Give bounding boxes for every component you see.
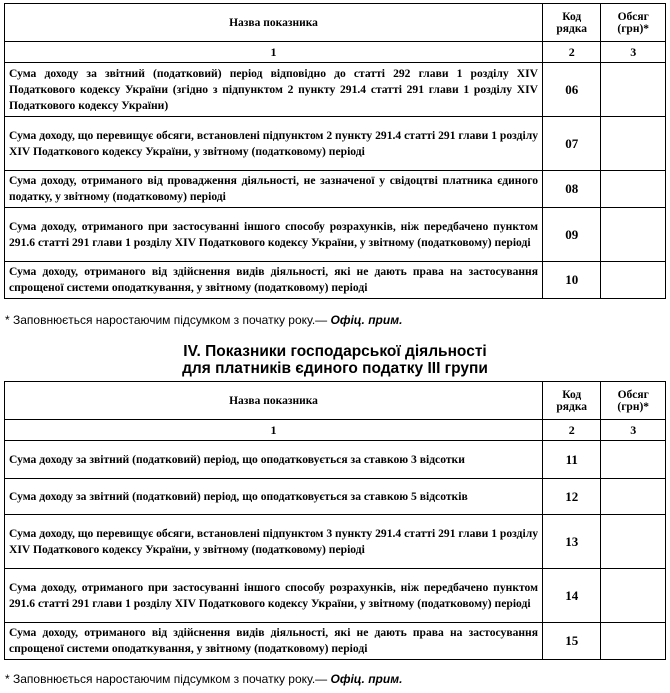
row-label: Сума доходу за звітний (податковий) період, що оподатковується за ставкою 5 відсотків <box>5 479 543 515</box>
row-code: 08 <box>543 171 601 208</box>
column-number: 3 <box>601 420 666 441</box>
footnote-emphasis: Офіц. прим. <box>330 313 403 327</box>
table-row <box>5 262 666 299</box>
row-value-field[interactable] <box>601 441 666 479</box>
header-name: Назва показника <box>5 4 543 42</box>
row-code: 10 <box>543 262 601 299</box>
section3-footnote <box>5 313 402 327</box>
table-row <box>5 63 666 117</box>
column-number-row <box>5 42 666 63</box>
row-label: Сума доходу, отриманого від здійснення видів діяльності, які не дають права на застосування спрощеної системи оподаткування, у звітному (податковому) періоді <box>5 262 543 299</box>
footnote-emphasis: Офіц. прим. <box>330 672 403 686</box>
row-code: 12 <box>543 479 601 515</box>
row-code: 14 <box>543 569 601 623</box>
row-value-field[interactable] <box>601 63 666 117</box>
header-volume: Обсяг (грн)* <box>601 382 666 420</box>
row-label: Сума доходу, отриманого при застосуванні іншого способу розрахунків, ніж передбачено пунктом 291.6 статті 291 глави 1 розділу XIV Податкового кодексу України, у звітному (податковому) періоді <box>5 569 543 623</box>
column-number: 3 <box>601 42 666 63</box>
row-code: 07 <box>543 117 601 171</box>
row-value-field[interactable] <box>601 171 666 208</box>
column-number: 1 <box>5 42 543 63</box>
column-number: 2 <box>543 420 601 441</box>
header-volume: Обсяг (грн)* <box>601 4 666 42</box>
header-code: Код рядка <box>543 4 601 42</box>
row-code: 09 <box>543 208 601 262</box>
table-row <box>5 208 666 262</box>
section4-title-line1: IV. Показники господарської діяльності <box>183 343 487 360</box>
row-label: Сума доходу, що перевищує обсяги, встановлені підпунктом 2 пункту 291.4 статті 291 глави 1 розділу XIV Податкового кодексу України, у звітному (податковому) періоді <box>5 117 543 171</box>
table-row <box>5 479 666 515</box>
row-value-field[interactable] <box>601 262 666 299</box>
table-row <box>5 569 666 623</box>
row-label: Сума доходу, отриманого при застосуванні іншого способу розрахунків, ніж передбачено пунктом 291.6 статті 291 глави 1 розділу XIV Податкового кодексу України, у звітному (податковому) періоді <box>5 208 543 262</box>
header-name: Назва показника <box>5 382 543 420</box>
table-header-row <box>5 382 666 420</box>
row-value-field[interactable] <box>601 515 666 569</box>
row-value-field[interactable] <box>601 569 666 623</box>
column-number-row <box>5 420 666 441</box>
row-value-field[interactable] <box>601 117 666 171</box>
row-code: 13 <box>543 515 601 569</box>
column-number: 1 <box>5 420 543 441</box>
table-row <box>5 441 666 479</box>
footnote-text: * Заповнюється наростаючим підсумком з початку року.— <box>5 672 331 686</box>
table-row <box>5 117 666 171</box>
row-value-field[interactable] <box>601 623 666 660</box>
row-code: 15 <box>543 623 601 660</box>
section4-title-line2: для платників єдиного податку III групи <box>182 360 488 377</box>
table-row <box>5 171 666 208</box>
table-row <box>5 623 666 660</box>
column-number: 2 <box>543 42 601 63</box>
row-label: Сума доходу за звітний (податковий) період відповідно до статті 292 глави 1 розділу XIV Податкового кодексу України (згідно з підпунктом 2 пункту 291.4 статті 291 глави 1 розділу XIV Податкового кодексу України) <box>5 63 543 117</box>
row-label: Сума доходу, що перевищує обсяги, встановлені підпунктом 3 пункту 291.4 статті 291 глави 1 розділу XIV Податкового кодексу України, у звітному (податковому) періоді <box>5 515 543 569</box>
footnote-text: * Заповнюється наростаючим підсумком з початку року.— <box>5 313 331 327</box>
row-value-field[interactable] <box>601 208 666 262</box>
section4-table <box>4 381 666 660</box>
row-label: Сума доходу, отриманого від провадження діяльності, не зазначеної у свідоцтві платника єдиного податку, у звітному (податковому) періоді <box>5 171 543 208</box>
section4-footnote <box>5 672 402 686</box>
section3-table <box>4 3 666 299</box>
table-header-row <box>5 4 666 42</box>
header-code: Код рядка <box>543 382 601 420</box>
row-code: 11 <box>543 441 601 479</box>
table-row <box>5 515 666 569</box>
row-code: 06 <box>543 63 601 117</box>
row-label: Сума доходу за звітний (податковий) період, що оподатковується за ставкою 3 відсотки <box>5 441 543 479</box>
row-value-field[interactable] <box>601 479 666 515</box>
row-label: Сума доходу, отриманого від здійснення видів діяльності, які не дають права на застосування спрощеної системи оподаткування, у звітному (податковому) періоді <box>5 623 543 660</box>
section4-title <box>0 343 670 377</box>
